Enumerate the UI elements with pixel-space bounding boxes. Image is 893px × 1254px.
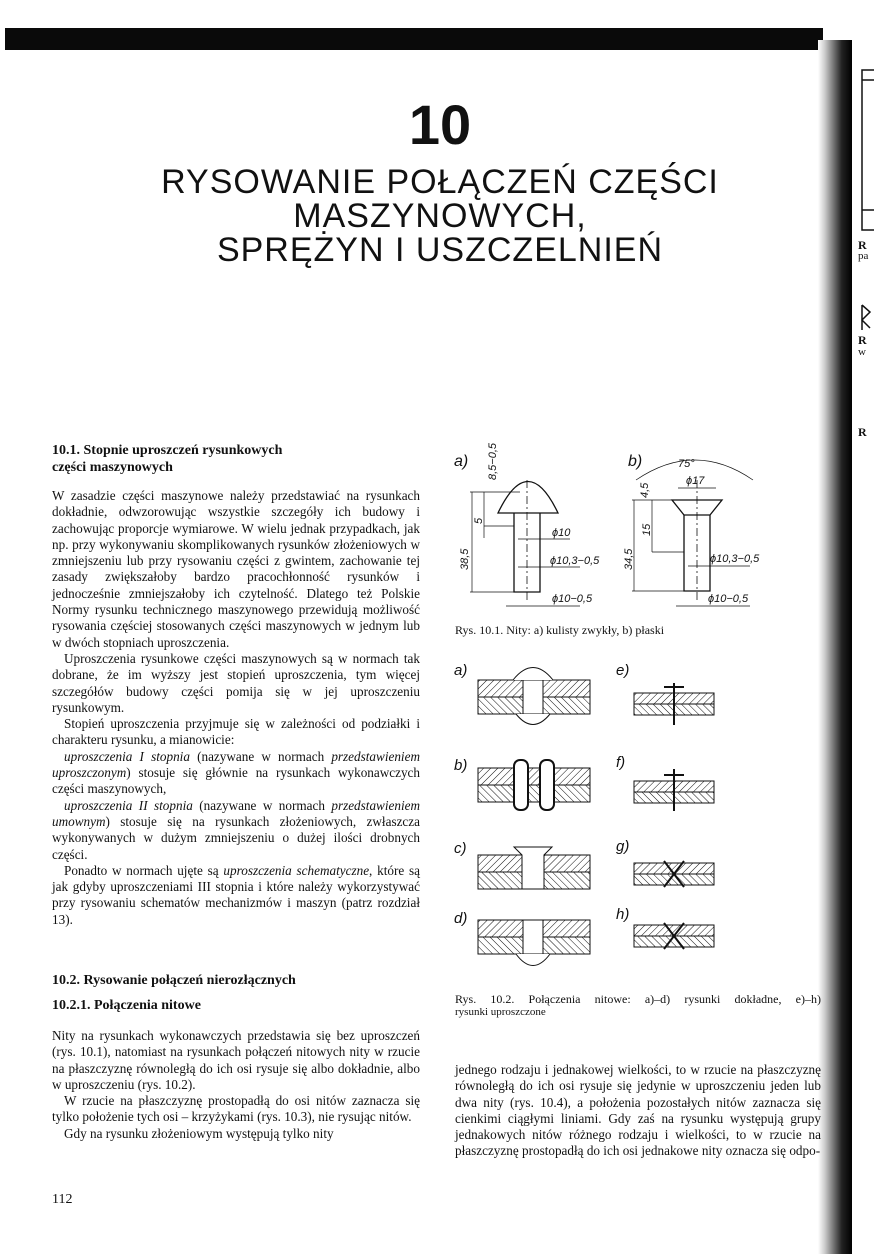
title-line: SPRĘŻYN I USZCZELNIEŃ bbox=[216, 231, 664, 269]
italic-term: przedstawieniem umownym bbox=[52, 797, 420, 829]
page-number: 112 bbox=[52, 1192, 73, 1207]
paragraph bbox=[52, 749, 420, 798]
figure-label: a) bbox=[454, 453, 469, 470]
figure-label: d) bbox=[454, 910, 468, 927]
paragraph: Nity na rysunkach wykonawczych przedstawia się bez uproszczeń (rys. 10.1), natomiast na rysunkach połączeń nitowych nity w rzucie na płaszczyznę równoległą do ich osi rysuje się albo dokładnie, albo w uproszczeniu (rys. 10.2). bbox=[52, 1028, 420, 1092]
figure-label: b) bbox=[628, 453, 643, 470]
italic-term: uproszczenia I stopnia bbox=[64, 748, 190, 764]
fragment: R bbox=[858, 333, 867, 347]
figure-10-1-rivet-drawings bbox=[440, 440, 780, 620]
chapter-title bbox=[0, 165, 880, 267]
dimension-label: 15 bbox=[641, 523, 653, 536]
section-10-2 bbox=[52, 972, 420, 1142]
figure-10-2-rivet-joints bbox=[448, 655, 778, 975]
fragment: R bbox=[858, 238, 867, 252]
caption-line: Rys. 10.2. Połączenia nitowe: a)–d) rysunki dokładne, e)–h) bbox=[455, 992, 821, 1006]
dimension-label: ϕ10,3−0,5 bbox=[710, 553, 760, 565]
text: Ponadto w normach ujęte są bbox=[64, 862, 224, 878]
figure-10-2-caption bbox=[455, 993, 821, 1019]
figure-label: c) bbox=[454, 840, 467, 857]
dimension-label: 38,5 bbox=[459, 548, 471, 570]
dimension-label: 75° bbox=[678, 458, 695, 470]
paragraph bbox=[52, 798, 420, 863]
text: (nazywane w normach bbox=[192, 797, 332, 813]
paragraph: W rzucie na płaszczyznę prostopadłą do osi nitów zaznacza się tylko położenie tych osi – krzyżykami (rys. 10.3), nie rysując nitów. bbox=[52, 1093, 420, 1125]
figure-label: a) bbox=[454, 662, 468, 679]
figure-label: b) bbox=[454, 757, 468, 774]
paragraph bbox=[52, 863, 420, 928]
text: (nazywane w normach bbox=[189, 748, 332, 764]
italic-term: uproszczenia II stopnia bbox=[64, 797, 193, 813]
figure-label: h) bbox=[616, 906, 630, 923]
fragment: pa bbox=[858, 250, 869, 262]
subsection-heading: 10.2.1. Połączenia nitowe bbox=[52, 998, 201, 1013]
top-black-bar bbox=[5, 28, 823, 50]
dimension-label: 34,5 bbox=[623, 548, 635, 570]
paragraph: jednego rodzaju i jednakowej wielkości, to w rzucie na płaszczyznę równoległą do ich osi rysuje się jedynie w uproszczeniu jeden lub dwa nity (rys. 10.4), a położenia pozostałych nitów zaznacza się cienkimi ciągłymi liniami. Gdy zaś na rysunku występują grupy jednakowych nitów różnego rodzaju i wielkości, to w rzucie na płaszczyznę prostopadłą do ich osi jednakowe nity oznacza się odpo- bbox=[455, 1062, 821, 1159]
dimension-label: ϕ10,3−0,5 bbox=[550, 555, 600, 567]
chapter-number: 10 bbox=[408, 93, 472, 156]
section-heading: 10.2. Rysowanie połączeń nierozłącznych bbox=[52, 973, 296, 988]
dimension-label: ϕ10 bbox=[552, 527, 571, 539]
fragment: w bbox=[858, 346, 866, 358]
figure-label: f) bbox=[616, 754, 626, 771]
dimension-label: ϕ17 bbox=[686, 475, 705, 487]
heading-line: części maszynowych bbox=[52, 460, 173, 475]
fragment: R bbox=[858, 425, 867, 439]
text: ) stosuje się głównie na rysunkach wykonawczych części maszynowych, bbox=[52, 765, 420, 797]
section-heading bbox=[52, 442, 420, 476]
caption-line: rysunki uproszczone bbox=[455, 1006, 546, 1018]
text: , które są jak gdyby uproszczeniami III stopnia i które należy wykorzystywać przy rysowaniu schematów mechanizmów i maszyn (patrz rozdział 13). bbox=[52, 862, 420, 927]
dimension-label: 5 bbox=[473, 517, 485, 524]
paragraph: W zasadzie części maszynowe należy przedstawiać na rysunkach dokładnie, odwzorowując wszystkie szczegóły ich budowy i zachowując proporcje wymiarowe. W wielu jednak przypadkach, jak np. przy wykonywaniu skomplikowanych rysunków złożeniowych w zmniejszeniu lub przy rysowaniu części z gwintem, zachowanie tej zasady zwiększałoby bardzo pracochłonność rysunków i jednocześnie zmniejszałoby ich czytelność. Dlatego też Polskie Normy rysunku technicznego maszynowego przewidują możliwość rysowania częściej stosowanych części maszynowych w jednym lub w dwóch stopniach uproszczenia. bbox=[52, 488, 420, 650]
italic-term: przedstawieniem uproszczonym bbox=[52, 748, 420, 781]
paragraph: Stopień uproszczenia przyjmuje się w zależności od podziałki i charakteru rysunku, a mianowicie: bbox=[52, 716, 420, 748]
title-line: RYSOWANIE POŁĄCZEŃ CZĘŚCI bbox=[161, 163, 719, 201]
dimension-label: ϕ10−0,5 bbox=[708, 593, 749, 605]
italic-term: uproszczenia schematyczne bbox=[223, 862, 370, 878]
right-column-text bbox=[455, 1062, 821, 1160]
figure-10-1-caption: Rys. 10.1. Nity: a) kulisty zwykły, b) płaski bbox=[455, 623, 665, 637]
figure-label: e) bbox=[616, 662, 630, 679]
paragraph: Gdy na rysunku złożeniowym występują tylko nity bbox=[64, 1125, 334, 1141]
title-line: MASZYNOWYCH, bbox=[293, 197, 587, 235]
dimension-label: 4,5 bbox=[639, 482, 651, 498]
figure-label: g) bbox=[616, 838, 630, 855]
dimension-label: ϕ10−0,5 bbox=[552, 593, 593, 605]
heading-line: 10.1. Stopnie uproszczeń rysunkowych bbox=[52, 443, 283, 458]
section-10-1 bbox=[52, 442, 420, 928]
dimension-label: 8,5−0,5 bbox=[487, 442, 499, 480]
text: ) stosuje się na rysunkach złożeniowych, zwłaszcza wykonywanych w dużym zmniejszeniu o dużej ilości drobnych części. bbox=[52, 813, 420, 862]
paragraph: Uproszczenia rysunkowe części maszynowych są w normach tak dobrane, że im wyższy jest stopień uproszczenia, tym więcej szczegółów budowy części pomija się w jej uproszczeniu rysunkowym. bbox=[52, 650, 420, 715]
